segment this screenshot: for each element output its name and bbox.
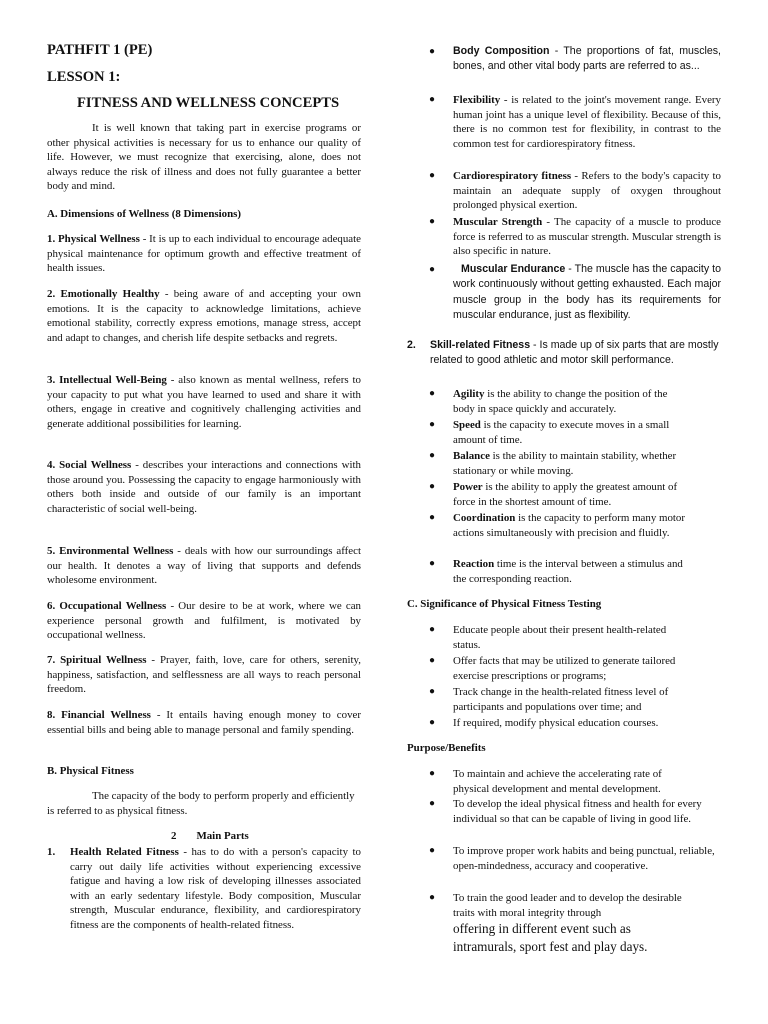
wellness-item bbox=[47, 544, 361, 588]
health-related-term: Health Related Fitness bbox=[70, 846, 179, 858]
skill-text: is the ability to maintain stability, whether stationary or while moving. bbox=[453, 450, 677, 477]
purpose-text bbox=[453, 891, 691, 956]
component-term: Muscular Endurance bbox=[461, 263, 566, 275]
wellness-item bbox=[47, 232, 361, 276]
skill-term: Coordination bbox=[453, 512, 516, 524]
skill-term: Agility bbox=[453, 388, 485, 400]
wellness-term: 8. Financial Wellness bbox=[47, 709, 151, 721]
wellness-text: - deals with how our surroundings affect our health. It denotes a way of living that supports and defends wholesome environment. bbox=[47, 545, 361, 587]
purpose-text: To develop the ideal physical fitness and health for every individual so that can be capable of living in good life. bbox=[453, 798, 702, 825]
skill-term: Balance bbox=[453, 450, 490, 462]
lesson-title: FITNESS AND WELLNESS CONCEPTS bbox=[77, 95, 340, 111]
list-number: 1. bbox=[47, 846, 56, 858]
wellness-term: 4. Social Wellness bbox=[47, 459, 132, 471]
significance-text: Offer facts that may be utilized to generate tailored exercise prescriptions or programs; bbox=[453, 655, 676, 682]
skill-related-term: Skill-related Fitness bbox=[430, 339, 531, 351]
purpose-text: To improve proper work habits and being punctual, reliable, open-mindedness, accuracy and cooperative. bbox=[453, 845, 715, 872]
skill-text: time is the interval between a stimulus and the corresponding reaction. bbox=[453, 558, 683, 585]
wellness-item bbox=[47, 599, 361, 643]
wellness-text: - also known as mental wellness, refers to your capacity to put what you have learned to used and share it with others, engage in creative and cognitively challenging activities and generate additional possibilities for learning. bbox=[47, 374, 361, 430]
wellness-item bbox=[47, 373, 361, 431]
bullet-icon: ● bbox=[429, 624, 436, 635]
main-parts-count: 2 bbox=[171, 830, 177, 842]
wellness-term: 2. Emotionally Healthy bbox=[47, 288, 160, 300]
main-parts-label: Main Parts bbox=[196, 830, 249, 842]
significance-text: Track change in the health-related fitness level of participants and populations over time; and bbox=[453, 686, 669, 713]
component-text: - The capacity of a muscle to produce force is referred to as muscular strength. Muscular strength is also specific in nature. bbox=[453, 216, 721, 258]
wellness-text: - being aware of and accepting your own emotions. It is the capacity to acknowledge limitations, achieve emotional stability, correctly express emotions, manage stress, accept and adapt to changes, and cherish life despite setbacks and regrets. bbox=[47, 288, 361, 344]
section-a-heading: A. Dimensions of Wellness (8 Dimensions) bbox=[47, 208, 242, 220]
bullet-icon: ● bbox=[429, 717, 436, 728]
skill-term: Power bbox=[453, 481, 483, 493]
skill-related-text: - Is made up of six parts that are mostly related to good athletic and motor skill performance. bbox=[430, 339, 719, 367]
wellness-text: - It is up to each individual to encourage adequate physical maintenance for optimum growth and effective treatment of health issues. bbox=[47, 233, 361, 275]
wellness-term: 5. Environmental Wellness bbox=[47, 545, 174, 557]
bullet-icon: ● bbox=[429, 558, 436, 569]
skill-text: is the capacity to execute moves in a small amount of time. bbox=[453, 419, 670, 446]
significance-text: If required, modify physical education courses. bbox=[453, 717, 659, 729]
wellness-text: - Prayer, faith, love, care for others, serenity, happiness, satisfaction, and selflessness are all ways to reach personal freedom. bbox=[47, 654, 361, 696]
bullet-icon: ● bbox=[429, 388, 436, 399]
bullet-icon: ● bbox=[429, 419, 436, 430]
wellness-term: 6. Occupational Wellness bbox=[47, 600, 167, 612]
component-term: Cardiorespiratory fitness bbox=[453, 170, 572, 182]
lesson-label: LESSON 1: bbox=[47, 69, 121, 85]
component-term: Muscular Strength bbox=[453, 216, 543, 228]
skill-term: Speed bbox=[453, 419, 481, 431]
physical-fitness-definition: The capacity of the body to perform properly and efficiently is referred to as physical fitness. bbox=[47, 790, 355, 817]
wellness-item bbox=[47, 287, 361, 345]
wellness-term: 7. Spiritual Wellness bbox=[47, 654, 147, 666]
bullet-icon: ● bbox=[429, 768, 436, 779]
component-text: - is related to the joint's movement range. Every human joint has a unique level of flexibility. Because of this, there is no common test for flexibility, in contrast to the common test for cardiorespiratory fitness. bbox=[453, 94, 721, 150]
component-term: Flexibility bbox=[453, 94, 501, 106]
wellness-text: - Our desire to be at work, where we can experience personal growth and fulfilment, is motivated by occupational wellness. bbox=[47, 600, 361, 642]
wellness-item bbox=[47, 708, 361, 737]
skill-text: is the capacity to perform many motor actions simultaneously with precision and fluidly. bbox=[453, 512, 686, 539]
component-text: - Refers to the body's capacity to maintain an adequate supply of oxygen throughout prolonged physical exertion. bbox=[453, 170, 721, 212]
bullet-icon: ● bbox=[429, 450, 436, 461]
purpose-text-large: offering in different event such as intramurals, sport fest and play days. bbox=[453, 921, 648, 955]
bullet-icon: ● bbox=[429, 798, 436, 809]
skill-text: is the ability to apply the greatest amount of force in the shortest amount of time. bbox=[453, 481, 678, 508]
bullet-icon: ● bbox=[429, 170, 436, 181]
bullet-icon: ● bbox=[429, 481, 436, 492]
bullet-icon: ● bbox=[429, 94, 436, 105]
bullet-icon: ● bbox=[429, 512, 436, 523]
bullet-icon: ● bbox=[429, 845, 436, 856]
main-parts-heading bbox=[171, 829, 249, 844]
wellness-text: - It entails having enough money to cover essential bills and being able to manage personal and family spending. bbox=[47, 709, 361, 736]
section-c-heading: C. Significance of Physical Fitness Testing bbox=[407, 598, 602, 610]
purpose-text: To maintain and achieve the accelerating rate of physical development and mental development. bbox=[453, 768, 662, 795]
wellness-text: - describes your interactions and connections with those around you. Possessing the capacity to engage harmoniously with others both inside and outside of our family is an important characteristic of social well-being. bbox=[47, 459, 361, 515]
wellness-term: 3. Intellectual Well-Being bbox=[47, 374, 167, 386]
skill-text: is the ability to change the position of the body in space quickly and accurately. bbox=[453, 388, 668, 415]
bullet-icon: ● bbox=[429, 655, 436, 666]
section-b-heading: B. Physical Fitness bbox=[47, 765, 134, 777]
course-title: PATHFIT 1 (PE) bbox=[47, 42, 153, 58]
health-related-text: - has to do with a person's capacity to carry out daily life activities without experiencing excessive fatigue and having a low risk of developing illnesses associated with an early sedentary lifestyle. Body composition, Muscular strength, Muscular endurance, flexibility, and cardiorespiratory fitness are the components of health-related fitness. bbox=[70, 846, 361, 931]
intro-paragraph: It is well known that taking part in exercise programs or other physical activities is necessary for us to enhance our quality of life. However, we must recognize that exercising, alone, does not always reduce the risk of illness and does not fully guarantee a better body and mind. bbox=[47, 122, 361, 193]
wellness-term: 1. Physical Wellness bbox=[47, 233, 140, 245]
component-text: - The muscle has the capacity to work continuously without getting exhausted. Each major muscle group in the body has its requirements for muscular endurance, just as flexibility. bbox=[453, 263, 722, 321]
wellness-item bbox=[47, 458, 361, 516]
bullet-icon: ● bbox=[429, 46, 436, 57]
skill-term: Reaction bbox=[453, 558, 495, 570]
significance-text: Educate people about their present health-related status. bbox=[453, 624, 667, 651]
bullet-icon: ● bbox=[429, 686, 436, 697]
component-text: - The proportions of fat, muscles, bones, and other vital body parts are referred to as... bbox=[453, 45, 721, 73]
purpose-heading: Purpose/Benefits bbox=[407, 742, 486, 754]
list-number: 2. bbox=[407, 339, 416, 351]
bullet-icon: ● bbox=[429, 264, 436, 275]
component-term: Body Composition bbox=[453, 45, 550, 57]
bullet-icon: ● bbox=[429, 892, 436, 903]
bullet-icon: ● bbox=[429, 216, 436, 227]
wellness-item bbox=[47, 653, 361, 697]
purpose-text-part: To train the good leader and to develop the desirable traits with moral integrity through bbox=[453, 892, 682, 919]
